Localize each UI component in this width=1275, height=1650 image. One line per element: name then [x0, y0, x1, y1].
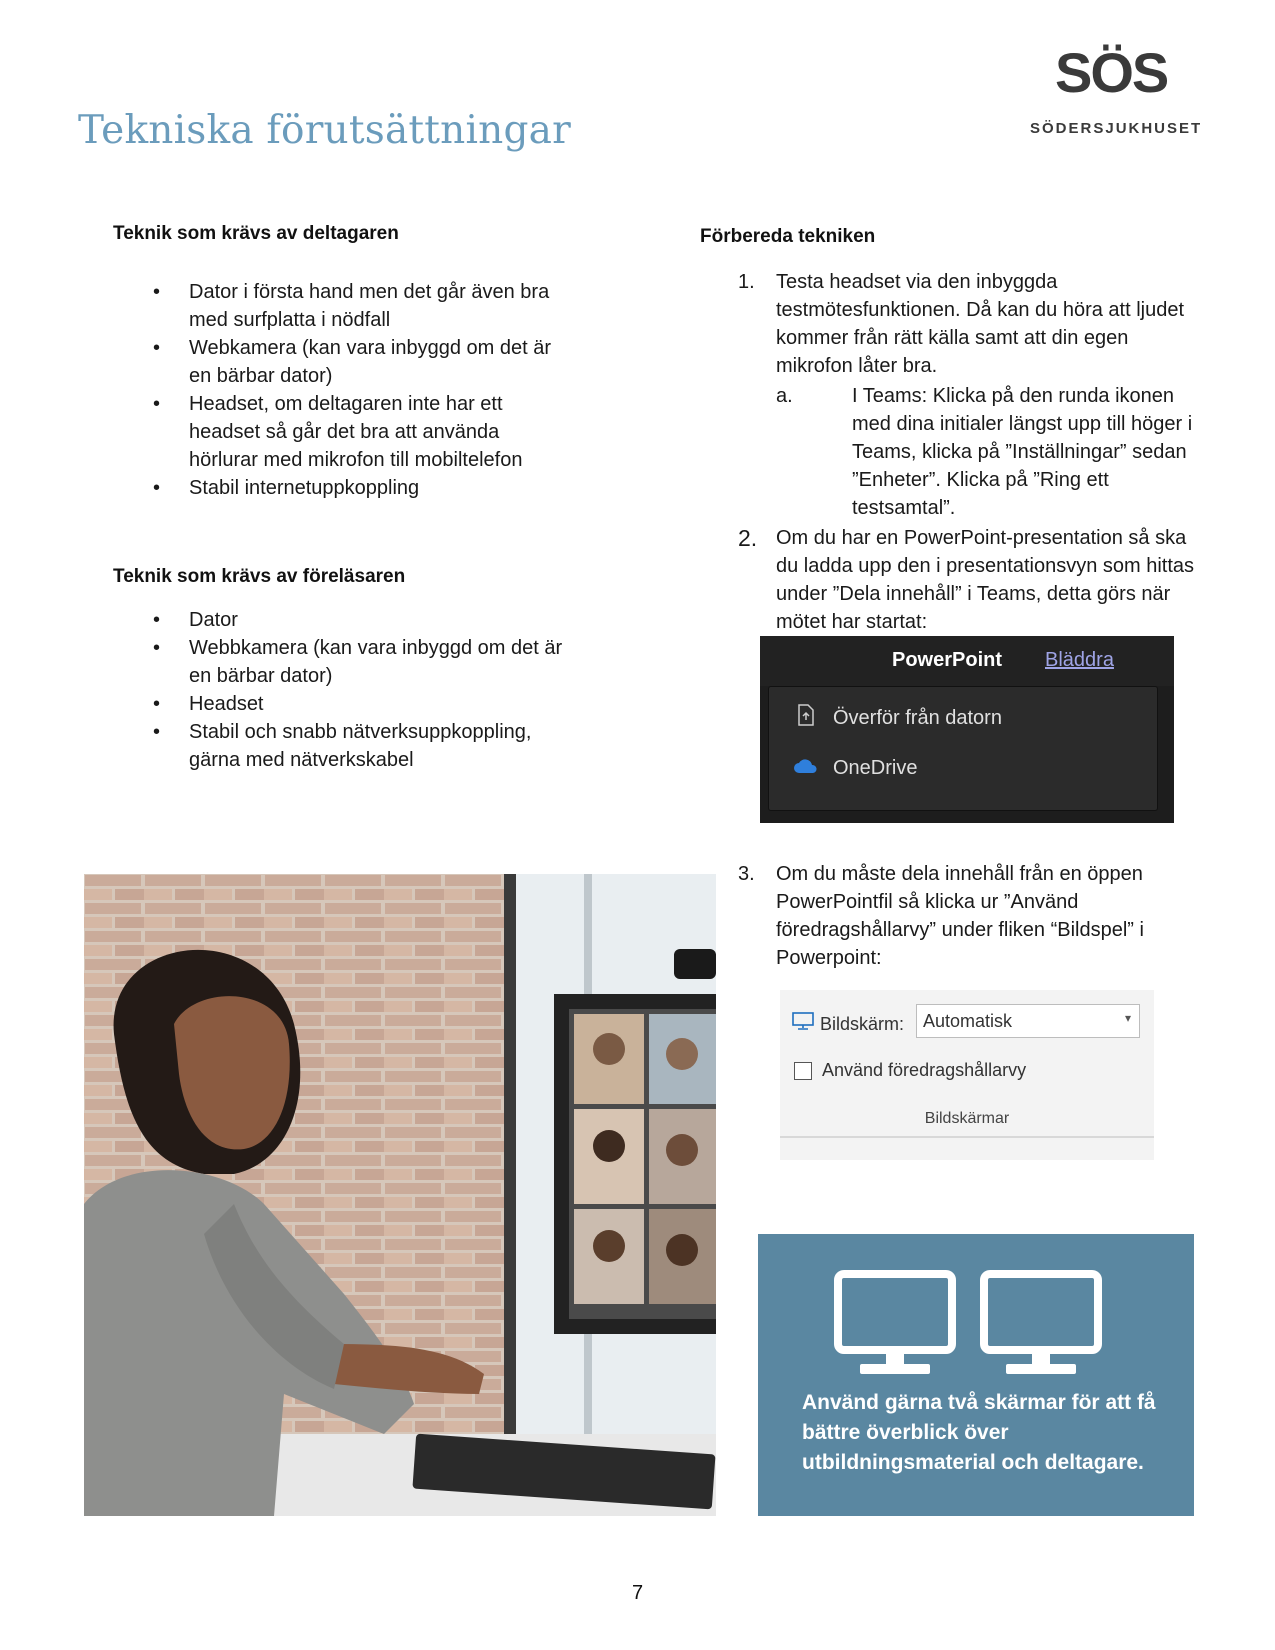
tip-box [758, 1234, 1194, 1516]
step-1: 1. Testa headset via den inbyggda testmötesfunktionen. Då kan du höra att ljudet kommer från rätt källa samt att din egen mikrofon låter bra. a. I Teams: Klicka på den runda ikonen med dina initialer längst upp till höger i Teams, klicka på ”Inställningar” sedan ”Enheter”. Klicka på ”Ring ett testsamtal”. [738, 268, 1198, 522]
participant-list [113, 278, 563, 502]
browse-link[interactable]: Bläddra [1045, 649, 1114, 671]
lecturer-heading: Teknik som krävs av föreläsaren [113, 566, 406, 587]
list-item: • Webbkamera (kan vara inbyggd om det är en bärbar dator) [153, 637, 563, 687]
prep-step-3 [738, 860, 1198, 972]
presenter-view-checkbox[interactable]: Använd föredragshållarvy [794, 1060, 1026, 1081]
list-item: • Dator i första hand men det går även bra med surfplatta i nödfall [153, 281, 550, 331]
powerpoint-dropdown [768, 686, 1158, 811]
onedrive-cloud-icon [793, 757, 819, 780]
step-3: 3. Om du måste dela innehåll från en öppen PowerPointfil så klicka ur ”Använd föredragshållarvy” under fliken “Bildspel” i Powerpoint: [738, 863, 1144, 969]
list-item: • Stabil och snabb nätverksuppkoppling, gärna med nätverkskabel [153, 721, 532, 771]
chevron-down-icon: ▾ [1124, 1011, 1131, 1025]
list-item: • Headset [153, 693, 264, 715]
powerpoint-header [760, 636, 1174, 686]
monitor-icon [792, 1012, 814, 1036]
sos-logo-mark: SÖS [1055, 41, 1168, 104]
dual-monitor-icon [834, 1270, 1114, 1380]
participant-heading: Teknik som krävs av deltagaren [113, 223, 399, 244]
step-1a: a. I Teams: Klicka på den runda ikonen med dina initialer längst upp till höger i Teams, klicka på ”Inställningar” sedan ”Enheter”. Klicka på ”Ring ett testsamtal”. [776, 385, 1193, 519]
monitor-select[interactable]: Automatisk ▾ [916, 1004, 1140, 1038]
sos-logo-name: SÖDERSJUKHUSET [1030, 120, 1203, 137]
page-title: Tekniska förutsättningar [78, 108, 571, 153]
onedrive-item[interactable]: OneDrive [793, 753, 917, 783]
monitor-label: Bildskärm: [792, 1012, 904, 1036]
tip-text: Använd gärna två skärmar för att få bättre överblick över utbildningsmaterial och deltagare. [802, 1391, 1156, 1474]
list-item: • Headset, om deltagaren inte har ett headset så går det bra att använda hörlurar med mikrofon till mobiltelefon [153, 393, 523, 471]
list-item: • Stabil internetuppkoppling [153, 477, 420, 499]
lecturer-list [113, 606, 563, 774]
list-item: • Dator [153, 609, 238, 631]
ribbon-divider [780, 1136, 1154, 1138]
slideshow-ribbon-screenshot [780, 990, 1154, 1160]
upload-file-icon [793, 704, 819, 732]
step-2: 2. Om du har en PowerPoint-presentation så ska du ladda upp den i presentationsvyn som hittas under ”Dela innehåll” i Teams, detta görs när mötet har startat: [738, 525, 1195, 633]
prep-heading: Förbereda tekniken [700, 226, 876, 247]
list-item: • Webkamera (kan vara inbyggd om det är en bärbar dator) [153, 337, 552, 387]
prep-steps-1-2 [738, 268, 1198, 636]
video-meeting-photo [84, 874, 716, 1516]
checkbox-box[interactable] [794, 1062, 812, 1080]
ribbon-group-label: Bildskärmar [924, 1110, 1010, 1127]
upload-from-computer-item[interactable]: Överför från datorn [793, 703, 1002, 733]
powerpoint-share-screenshot [760, 636, 1174, 823]
powerpoint-title: PowerPoint [892, 649, 1003, 671]
page-number: 7 [631, 1582, 644, 1604]
